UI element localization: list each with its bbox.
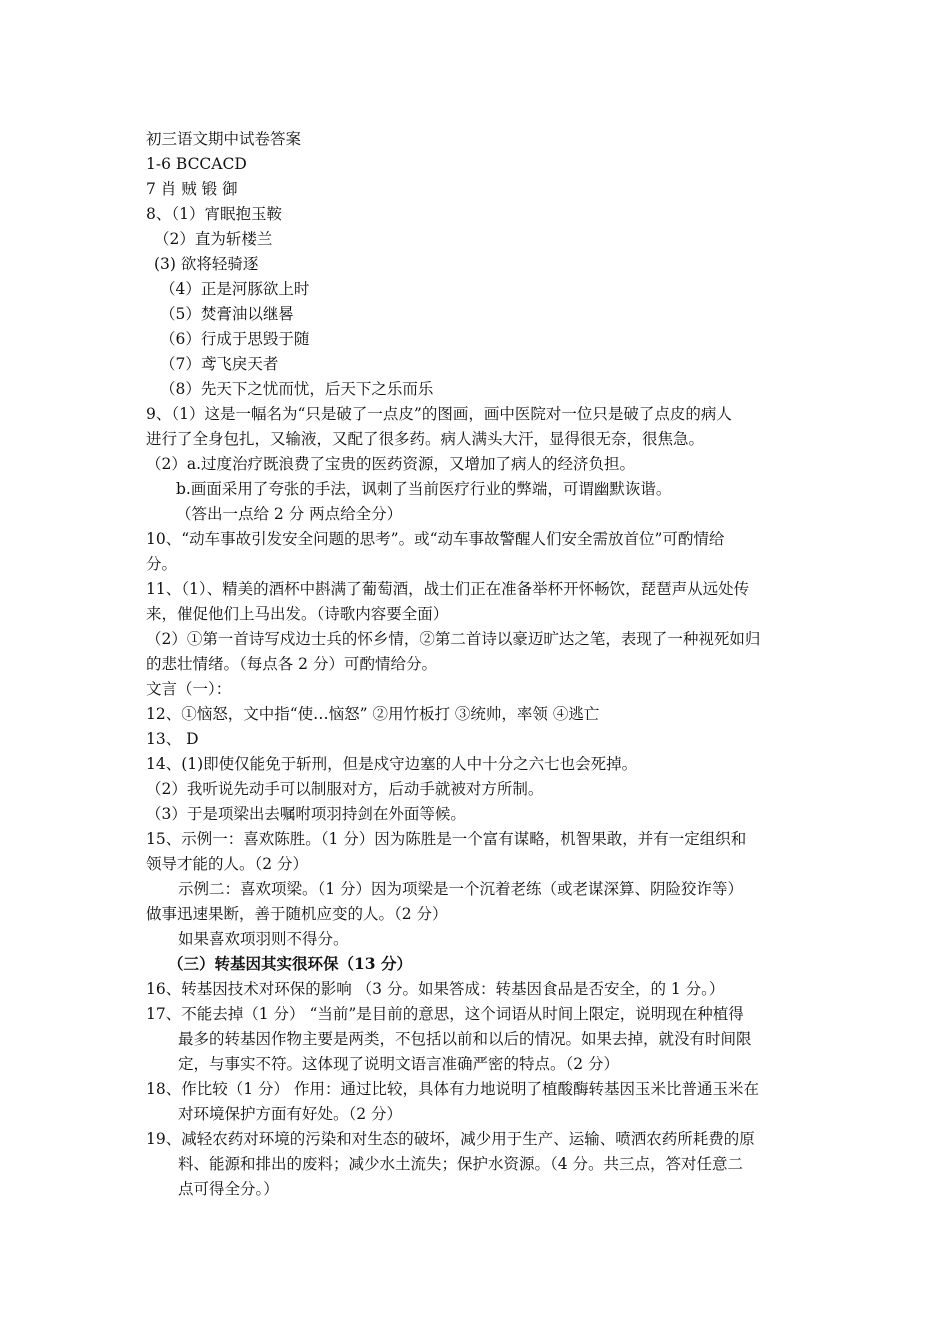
answer-line: 12、①恼怒，文中指“使…恼怒” ②用竹板打 ③统帅，率领 ④逃亡 [146,705,600,723]
answer-line: 进行了全身包扎，又输液，又配了很多药。病人满头大汗，显得很无奈，很焦急。 [146,430,705,448]
answer-line: 做事迅速果断，善于随机应变的人。（2 分） [146,905,448,923]
answer-line: 7 肖 贼 锻 御 [146,180,238,198]
answer-line: （2）我听说先动手可以制服对方，后动手就被对方所制。 [146,780,544,798]
answer-line: (3) 欲将轻骑逐 [154,255,259,273]
answer-line: 10、“动车事故引发安全问题的思考”。或“动车事故警醒人们安全需放首位”可酌情给 [146,530,725,548]
answer-line: 15、示例一：喜欢陈胜。（1 分）因为陈胜是一个富有谋略，机智果敢，并有一定组织和 [146,830,747,848]
answer-line: （7）鸢飞戾天者 [160,355,279,373]
section-heading: 文言（一）： [146,680,232,698]
answer-line: 9、（1）这是一幅名为“只是破了一点皮”的图画，画中医院对一位只是破了点皮的病人 [146,405,732,423]
answer-line: （4）正是河豚欲上时 [160,280,310,298]
answer-line: 对环境保护方面有好处。（2 分） [178,1105,403,1123]
answer-line: 示例二：喜欢项梁。（1 分）因为项梁是一个沉着老练（或老谋深算、阴险狡诈等） [178,880,744,898]
answer-line: 19、减轻农药对环境的污染和对生态的破坏，减少用于生产、运输、喷洒农药所耗费的原 [146,1130,755,1148]
answer-line: 14、(1)即使仅能免于斩刑，但是戍守边塞的人中十分之六七也会死掉。 [146,755,638,773]
answer-line: （6）行成于思毁于随 [160,330,310,348]
answer-line: 料、能源和排出的废料；减少水土流失；保护水资源。（4 分。共三点，答对任意二 [178,1155,744,1173]
answer-line: 16、转基因技术对环保的影响 （3 分。如果答成：转基因食品是否安全，的 1 分。） [146,980,725,998]
answer-line: （5）焚膏油以继晷 [160,305,294,323]
answer-line: （2）①第一首诗写戍边士兵的怀乡情，②第二首诗以豪迈旷达之笔，表现了一种视死如归 [146,630,761,648]
answer-line: b.画面采用了夸张的手法，讽刺了当前医疗行业的弊端，可谓幽默诙谐。 [176,480,672,498]
answer-line: 8、（1）宵眠抱玉鞍 [146,205,282,223]
answer-line: （2）直为斩楼兰 [154,230,273,248]
answer-line: （答出一点给 2 分 两点给全分） [176,505,403,523]
answer-line: 领导才能的人。（2 分） [146,855,309,873]
answer-line: 11、（1）、精美的酒杯中斟满了葡萄酒，战士们正在准备举杯开怀畅饮，琵琶声从远处传 [146,580,750,598]
answer-line: 分。 [146,555,178,573]
answer-line: （8）先天下之忧而忧，后天下之乐而乐 [160,380,434,398]
doc-title: 初三语文期中试卷答案 [146,130,302,148]
answer-line: 点可得全分。） [178,1180,279,1198]
answer-line: 最多的转基因作物主要是两类，不包括以前和以后的情况。如果去掉，就没有时间限 [178,1030,752,1048]
section-heading: （三）转基因其实很环保（13 分） [168,954,412,973]
answer-line: （3）于是项梁出去嘱咐项羽持剑在外面等候。 [146,805,466,823]
answer-line: （2）a.过度治疗既浪费了宝贵的医药资源，又增加了病人的经济负担。 [146,455,636,473]
answer-line: 1-6 BCCACD [146,155,247,173]
answer-line: 如果喜欢项羽则不得分。 [178,930,349,948]
answer-line: 的悲壮情绪。（每点各 2 分）可酌情给分。 [146,655,437,673]
answer-line: 18、作比较（1 分） 作用：通过比较，具体有力地说明了植酸酶转基因玉米比普通玉米在 [146,1080,759,1098]
answer-line: 定，与事实不符。这体现了说明文语言准确严密的特点。（2 分） [178,1055,620,1073]
answer-line: 来，催促他们上马出发。（诗歌内容要全面） [146,605,449,623]
answer-line: 17、不能去掉（1 分） “当前”是目前的意思，这个词语从时间上限定，说明现在种植得 [146,1005,744,1023]
answer-line: 13、 D [146,730,199,748]
